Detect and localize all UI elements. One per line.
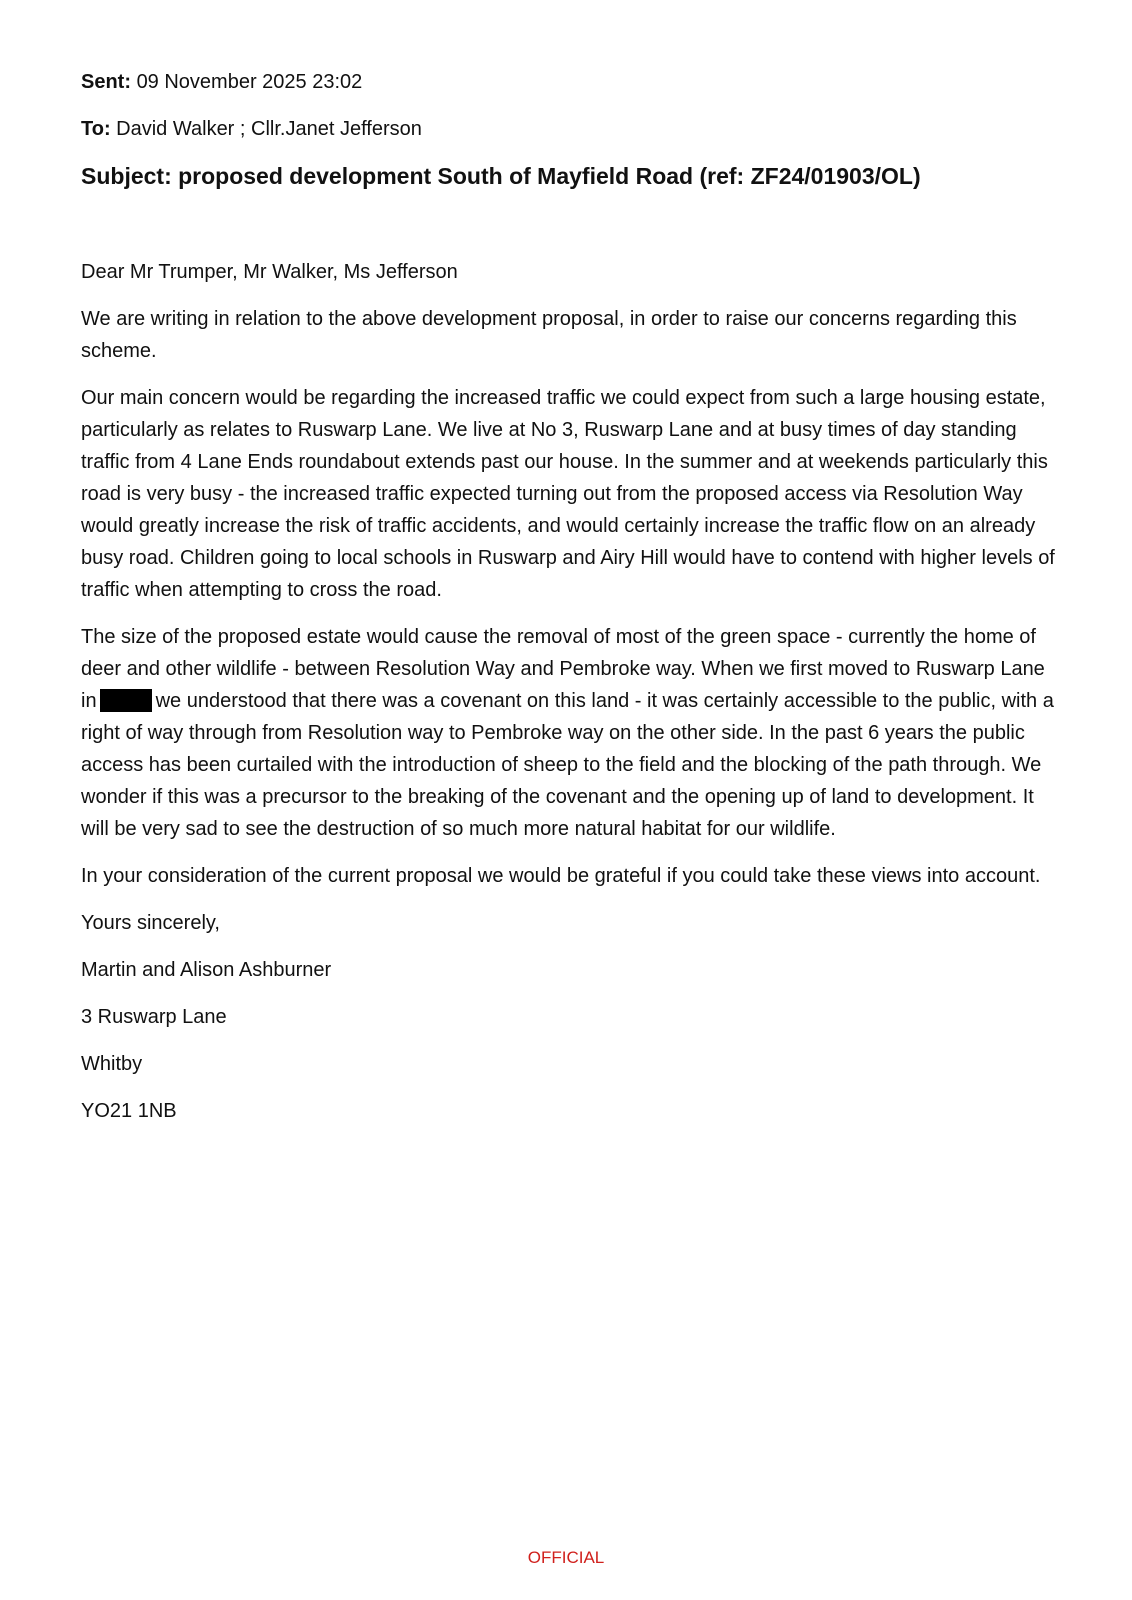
sent-value: 09 November 2025 23:02	[136, 71, 363, 93]
signatory-names: Martin and Alison Ashburner	[81, 959, 332, 981]
paragraph-green-space-part2: we understood that there was a covenant on this land - it was certainly accessible to the public, with a right of way through from Resolution way to Pembroke way on the other side. In the past 6 years the public access has been curtailed with the introduction of sheep to the field and the blocking of the path through. We wonder if this was a precursor to the breaking of the covenant and the opening up of land to development. It will be very sad to see the destruction of so much more natural habitat for our wildlife.	[81, 690, 1054, 840]
to-line	[81, 113, 1061, 145]
to-label: To:	[81, 118, 111, 140]
paragraph-green-space	[81, 621, 1061, 845]
address-line: 3 Ruswarp Lane	[81, 1006, 227, 1028]
paragraph-traffic: Our main concern would be regarding the increased traffic we could expect from such a large housing estate, particularly as relates to Ruswarp Lane. We live at No 3, Ruswarp Lane and at busy times of day standing traffic from 4 Lane Ends roundabout extends past our house. In the summer and at weekends particularly this road is very busy - the increased traffic expected turning out from the proposed access via Resolution Way would greatly increase the risk of traffic accidents, and would certainly increase the traffic flow on an already busy road. Children going to local schools in Ruswarp and Airy Hill would have to contend with higher levels of traffic when attempting to cross the road.	[81, 387, 1055, 601]
subject-line: Subject: proposed development South of Mayfield Road (ref: ZF24/01903/OL)	[81, 163, 921, 189]
paragraph-intro: We are writing in relation to the above development proposal, in order to raise our concerns regarding this scheme.	[81, 308, 1017, 362]
sent-line	[81, 66, 1061, 98]
email-letter	[81, 66, 1061, 1142]
paragraph-consideration: In your consideration of the current proposal we would be grateful if you could take these views into account.	[81, 865, 1041, 887]
address-town: Whitby	[81, 1053, 143, 1075]
to-value: David Walker ; Cllr.Janet Jefferson	[116, 118, 422, 140]
salutation: Dear Mr Trumper, Mr Walker, Ms Jefferson	[81, 261, 458, 283]
closing: Yours sincerely,	[81, 912, 220, 934]
redaction-block	[100, 689, 152, 712]
address-postcode: YO21 1NB	[81, 1100, 177, 1122]
classification-marking: OFFICIAL	[527, 1548, 605, 1567]
sent-label: Sent:	[81, 71, 131, 93]
paragraph-green-space-part1: The size of the proposed estate would cause the removal of most of the green space - currently the home of deer and other wildlife - between Resolution Way and Pembroke way. When we first moved to Ruswarp Lane in	[81, 626, 1045, 712]
